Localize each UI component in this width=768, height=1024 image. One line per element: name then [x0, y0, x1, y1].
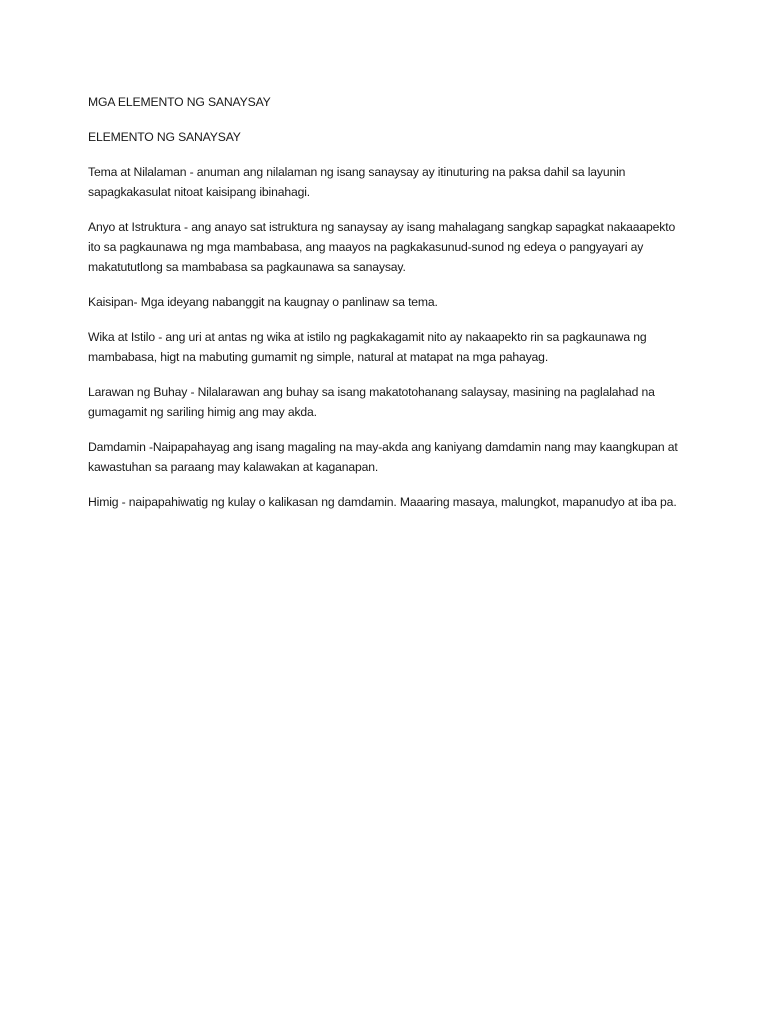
paragraph-damdamin: Damdamin -Naipapahayag ang isang magaling na may-akda ang kaniyang damdamin nang may kaangkupan at kawastuhan sa paraang may kalawakan at kaganapan.	[88, 440, 678, 474]
section-heading: ELEMENTO NG SANAYSAY	[88, 130, 241, 144]
paragraph-tema: Tema at Nilalaman - anuman ang nilalaman ng isang sanaysay ay itinuturing na paksa dahil sa layunin sapagkakasulat nitoat kaisipang ibinahagi.	[88, 165, 626, 199]
paragraph-himig: Himig - naipapahiwatig ng kulay o kalikasan ng damdamin. Maaaring masaya, malungkot, mapanudyo at iba pa.	[88, 495, 677, 509]
paragraph-larawan: Larawan ng Buhay - Nilalarawan ang buhay sa isang makatotohanang salaysay, masining na paglalahad na gumagamit ng sariling himig ang may akda.	[88, 385, 655, 419]
document-title: MGA ELEMENTO NG SANAYSAY	[88, 95, 271, 109]
paragraph-anyo: Anyo at Istruktura - ang anayo sat istruktura ng sanaysay ay isang mahalagang sangkap sapagkat nakaaapekto ito sa pagkaunawa ng mga mambabasa, ang maayos na pagkakasunud-sunod ng edeya o pangyayari ay makatututlong sa mambabasa sa pagkaunawa sa sanaysay.	[88, 220, 676, 274]
document-body	[88, 92, 680, 527]
paragraph-kaisipan: Kaisipan- Mga ideyang nabanggit na kaugnay o panlinaw sa tema.	[88, 295, 438, 309]
paragraph-wika: Wika at Istilo - ang uri at antas ng wika at istilo ng pagkakagamit nito ay nakaapekto rin sa pagkaunawa ng mambabasa, higt na mabuting gumamit ng simple, natural at matapat na mga pahayag.	[88, 330, 647, 364]
